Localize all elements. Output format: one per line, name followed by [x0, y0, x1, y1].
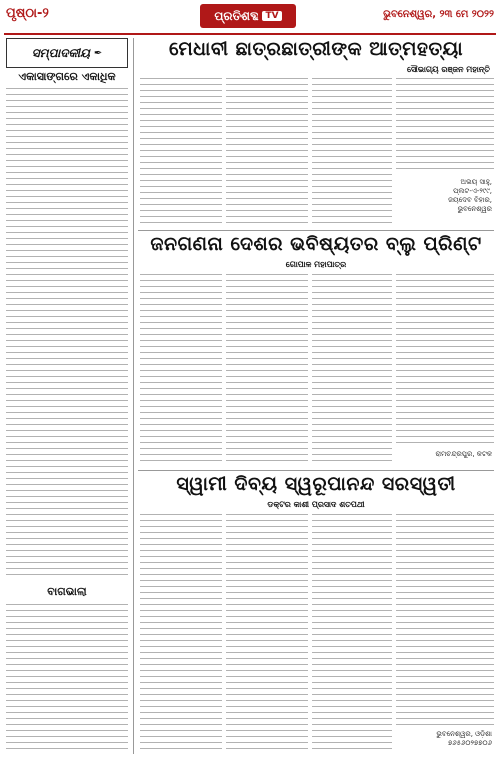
article1-signature-line: ଅଭୟ ସାହୁ,: [460, 178, 492, 186]
article1-title: ମେଧାବୀ ଛାତ୍ରଛାତ୍ରୀଙ୍କ ଆତ୍ମହତ୍ୟା: [168, 38, 464, 60]
brand-logo: [200, 4, 296, 28]
brand-tv-badge: TV: [262, 11, 281, 21]
article1-signature-line: ଭୁବନେଶ୍ୱର: [457, 205, 492, 213]
article1-col3: [312, 78, 392, 228]
article3-col4: [396, 514, 494, 726]
article1-signature-line: ପ୍ଲଟ-ଏ-୨୯୯,: [453, 187, 492, 195]
article1-signature-line: ଜୟଦେବ ବିହାର,: [448, 196, 492, 204]
editorial-title: ଏକାସାଙ୍ଗରେ ଏକାଧିକ: [18, 70, 116, 83]
article2-col3: [312, 274, 392, 466]
article2-signature: ରାମଚନ୍ଦ୍ରପୁର, କଟକ: [435, 450, 492, 458]
editorial-body: [6, 88, 128, 580]
article3-signature-line: ୭୬୫୬୦୨୭୭୦୬: [447, 739, 492, 747]
article-divider: [138, 230, 494, 231]
article1-col4: [396, 78, 494, 174]
article2-col1: [140, 274, 222, 466]
article2-title: ଜନଗଣନା ଦେଶର ଭବିଷ୍ୟତର ବ୍ଲୁ ପ୍ରିଣ୍ଟ: [150, 233, 482, 255]
article2-col4: [396, 274, 494, 444]
header-rule: [4, 33, 496, 35]
pen-icon: ✒: [93, 47, 103, 59]
article3-signature: [400, 730, 492, 748]
article3-title: ସ୍ୱାମୀ ଦିବ୍ୟ ସ୍ୱରୂପାନନ୍ଦ ସରସ୍ୱତୀ: [176, 473, 456, 495]
issue-date: ଭୁବନେଶ୍ୱର, ୨୩ ମେ ୨୦୨୨: [383, 9, 494, 20]
article2-author: ଗୋପାଳ ମହାପାତ୍ର: [285, 260, 347, 269]
article2-col2: [226, 274, 308, 466]
article3-col3: [312, 514, 392, 752]
article1-col1: [140, 78, 222, 228]
editorial-masthead: [6, 38, 128, 68]
article-divider: [138, 470, 494, 471]
article3-col1: [140, 514, 222, 752]
article3-signature-line: ଭୁବନେଶ୍ୱର, ଓଡ଼ିଶା: [436, 730, 492, 738]
masthead-text: ସମ୍ପାଦକୀୟ: [31, 45, 90, 60]
brand-name: ପ୍ରତିଶବ୍ଦ: [214, 8, 259, 23]
second-title: ବାଗଭାଲା: [47, 585, 87, 598]
article3-author: ଡକ୍ଟର କାଶୀ ପ୍ରସାଦ ଶତପଥୀ: [267, 500, 365, 509]
article1-signature: [400, 178, 492, 214]
article1-author: ସୌଭାଗ୍ୟ ରଞ୍ଜନ ମହାନ୍ତି: [406, 65, 490, 74]
article1-col2: [226, 78, 308, 228]
column-divider: [133, 38, 134, 754]
page-number: ପୃଷ୍ଠା-୨: [6, 6, 49, 21]
second-body: [6, 604, 128, 752]
article3-col2: [226, 514, 308, 752]
